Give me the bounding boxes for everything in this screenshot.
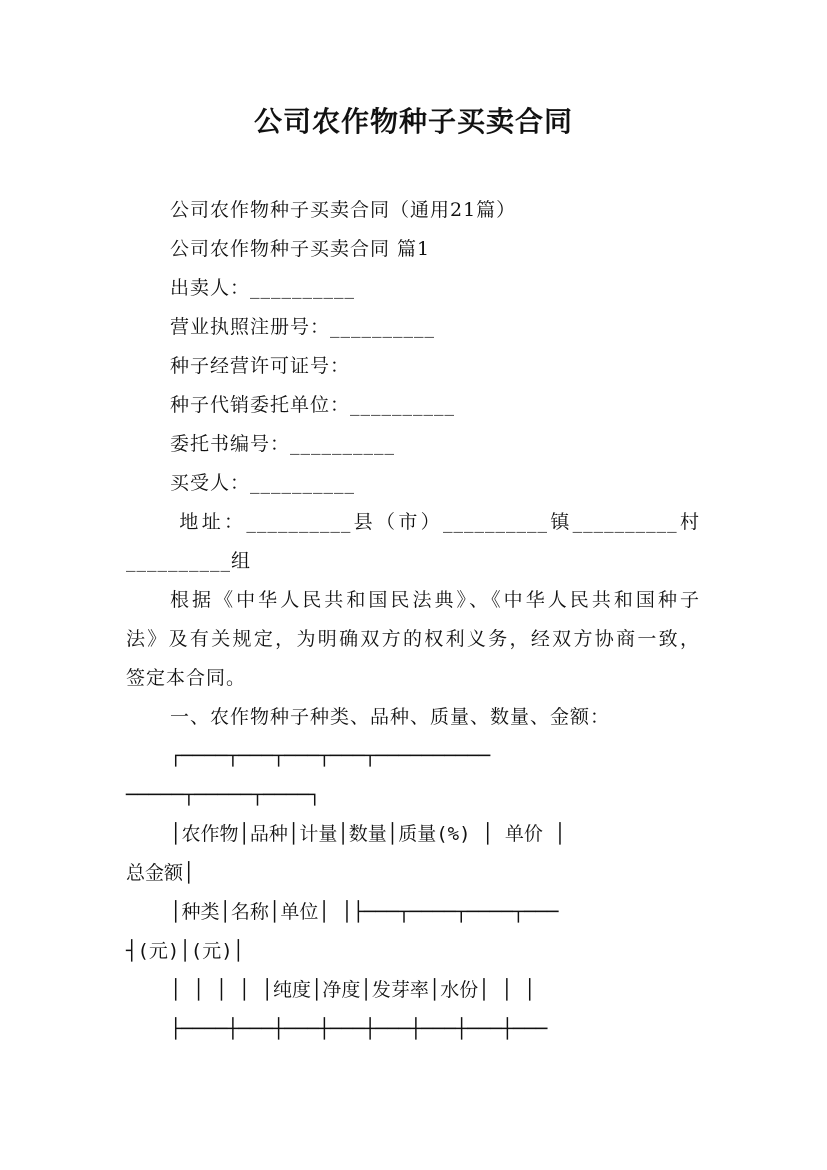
paragraph-line: 签定本合同。 <box>126 667 247 689</box>
consignor-field: 种子代销委托单位：__________ <box>170 394 456 416</box>
table-header-row-continued: ┤(元)│(元)│ <box>126 940 245 962</box>
paragraph-line: 法》及有关规定，为明确双方的权利义务，经双方协商一致， <box>126 628 700 650</box>
table-header-row: │农作物│品种│计量│数量│质量(%) │ 单价 │ <box>170 823 566 845</box>
address-field: 地址：__________县（市）__________镇__________村 <box>170 511 700 533</box>
seed-license-field: 种子经营许可证号： <box>170 355 351 377</box>
address-field-continued: __________组 <box>126 550 252 572</box>
table-header-row-continued: 总金额│ <box>126 862 195 884</box>
business-license-field: 营业执照注册号：__________ <box>170 316 436 338</box>
authorization-number-field: 委托书编号：__________ <box>170 433 396 455</box>
buyer-field: 买受人：__________ <box>170 472 356 494</box>
section-heading: 公司农作物种子买卖合同 篇1 <box>170 238 431 260</box>
table-border-line: ─────┬─────┬────┐ <box>126 784 321 806</box>
table-header-row: │种类│名称│单位│ │├───┬────┬────┬─── <box>170 901 559 923</box>
table-subheader-row: │ │ │ │ │纯度│净度│发芽率│水份│ │ │ <box>170 979 536 1001</box>
seller-field: 出卖人：__________ <box>170 277 356 299</box>
document-title: 公司农作物种子买卖合同 <box>253 105 573 138</box>
table-border-line: ┌────┬───┬───┬───┬────────── <box>170 745 491 767</box>
paragraph-line: 根据《中华人民共和国民法典》、《中华人民共和国种子 <box>170 589 700 611</box>
subtitle-line: 公司农作物种子买卖合同（通用21篇） <box>170 199 517 221</box>
table-border-line: ├────┼───┼───┼───┼───┼───┼───┼─── <box>170 1018 548 1040</box>
clause-heading: 一、农作物种子种类、品种、质量、数量、金额： <box>170 706 611 728</box>
